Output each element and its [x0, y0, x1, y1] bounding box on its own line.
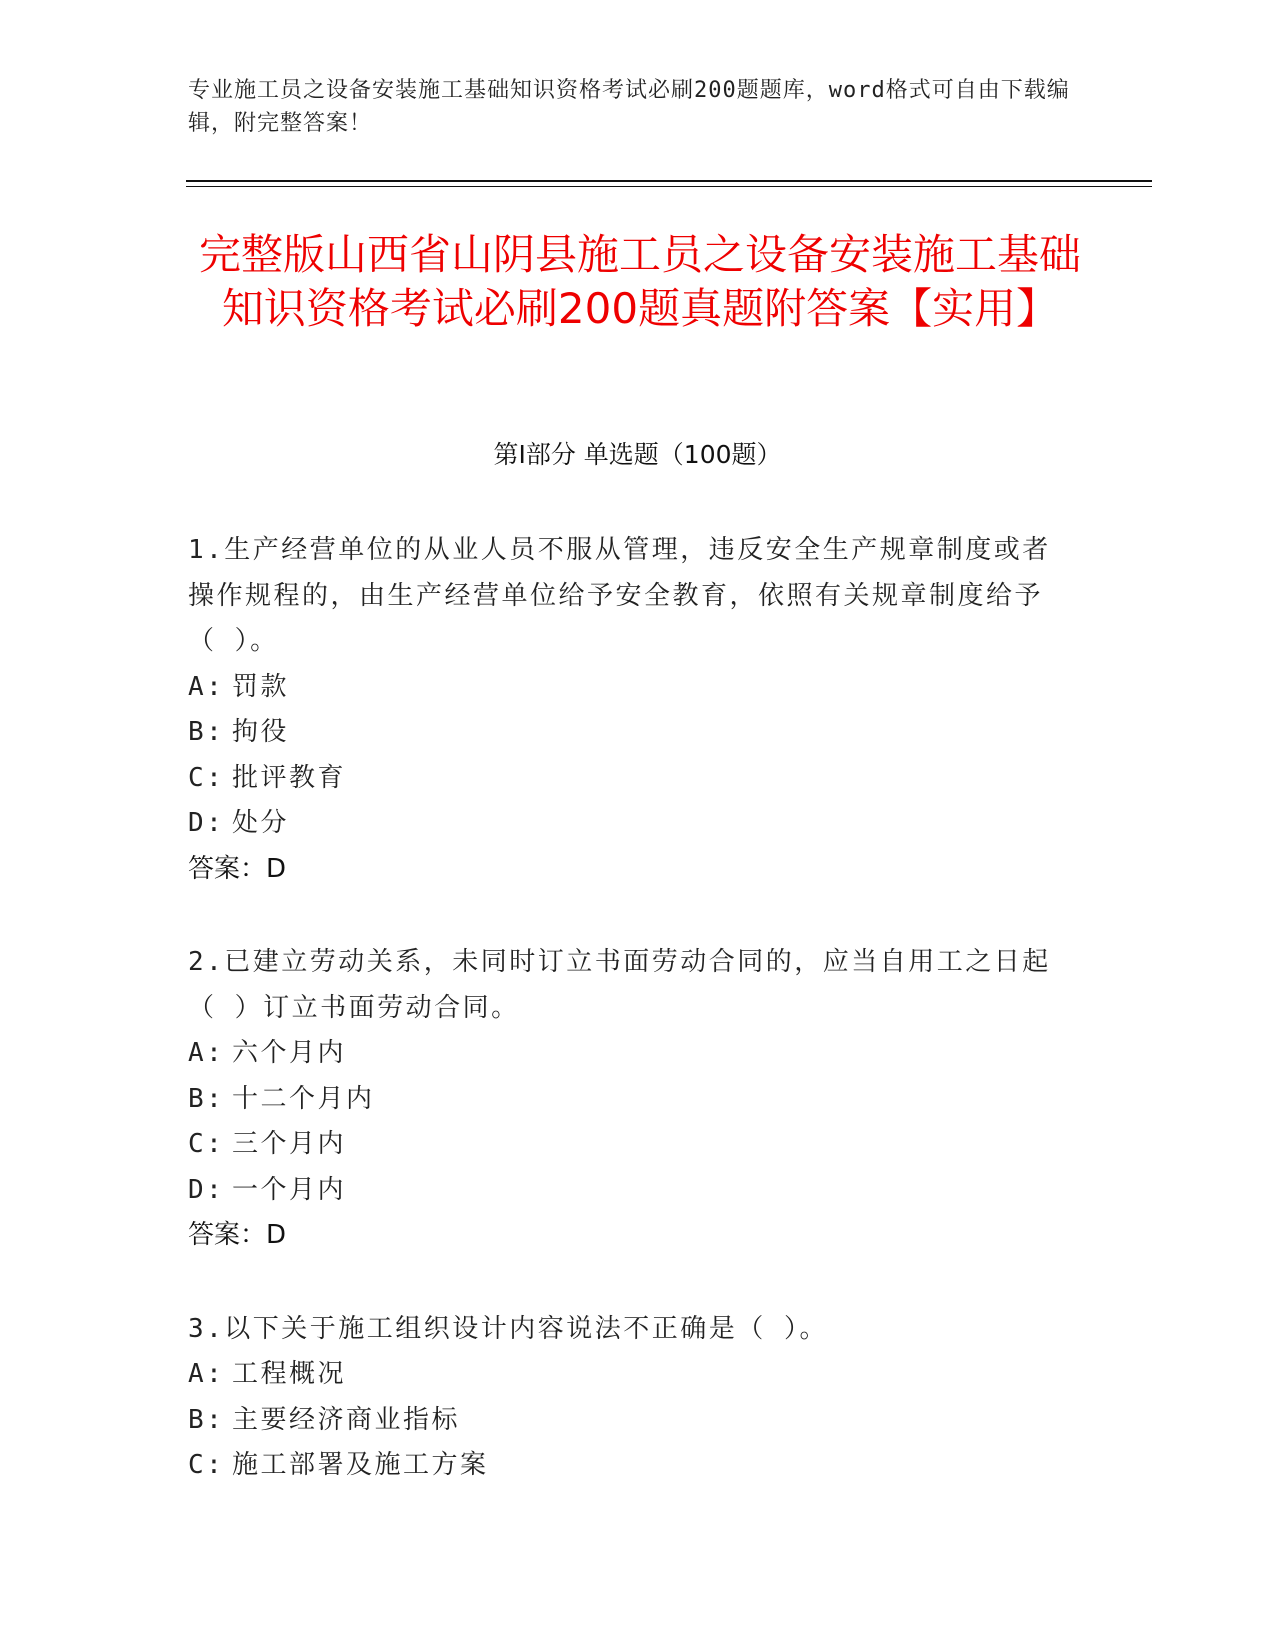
option-text: 十二个月内	[232, 1083, 375, 1114]
option-text: 处分	[232, 808, 290, 838]
option-c	[188, 756, 1068, 802]
question-1	[188, 528, 1068, 892]
option-text: 拘役	[232, 717, 290, 747]
option-letter: A:	[188, 1038, 225, 1068]
option-letter: B:	[188, 1404, 225, 1435]
option-letter: A:	[188, 1359, 225, 1389]
question-stem: 1.生产经营单位的从业人员不服从管理，违反安全生产规章制度或者操作规程的，由生产经营单位给予安全教育，依照有关规章制度给予（ ）。	[188, 535, 1051, 656]
option-a	[188, 1031, 1068, 1077]
option-letter: B:	[188, 717, 225, 747]
answer-line: 答案：D	[188, 1220, 287, 1250]
option-text: 三个月内	[232, 1129, 347, 1159]
option-b	[188, 1077, 1068, 1123]
option-text: 主要经济商业指标	[232, 1404, 461, 1435]
option-text: 批评教育	[232, 762, 347, 793]
option-text: 一个月内	[232, 1174, 347, 1205]
option-letter: C:	[188, 762, 225, 793]
option-b	[188, 710, 1068, 756]
option-c	[188, 1122, 1068, 1168]
option-letter: B:	[188, 1083, 225, 1114]
header-note: 专业施工员之设备安装施工基础知识资格考试必刷200题题库，word格式可自由下载编辑，附完整答案！	[188, 78, 1070, 136]
option-b	[188, 1398, 1068, 1444]
option-letter: A:	[188, 671, 225, 702]
header-divider-thin	[186, 186, 1152, 187]
option-c	[188, 1443, 1068, 1489]
answer-line: 答案：D	[188, 853, 287, 884]
question-stem: 3.以下关于施工组织设计内容说法不正确是（ ）。	[188, 1313, 828, 1344]
option-a	[188, 665, 1068, 711]
question-list	[188, 528, 1068, 1489]
option-d	[188, 801, 1068, 847]
question-3	[188, 1307, 1068, 1489]
section-title: 第Ⅰ部分 单选题（100题）	[493, 440, 782, 469]
option-text: 六个月内	[232, 1038, 347, 1068]
option-text: 工程概况	[232, 1359, 347, 1389]
option-d	[188, 1168, 1068, 1214]
option-letter: D:	[188, 1174, 225, 1205]
option-a	[188, 1352, 1068, 1398]
question-stem: 2.已建立劳动关系，未同时订立书面劳动合同的，应当自用工之日起（ ）订立书面劳动合同。	[188, 947, 1051, 1023]
question-2	[188, 940, 1068, 1259]
option-text: 罚款	[232, 671, 290, 702]
header-divider-thick	[186, 180, 1152, 182]
option-letter: D:	[188, 808, 225, 838]
option-letter: C:	[188, 1129, 225, 1159]
document-title: 完整版山西省山阴县施工员之设备安装施工基础知识资格考试必刷200题真题附答案【实用】	[198, 230, 1081, 333]
option-text: 施工部署及施工方案	[232, 1450, 489, 1480]
option-letter: C:	[188, 1450, 225, 1480]
